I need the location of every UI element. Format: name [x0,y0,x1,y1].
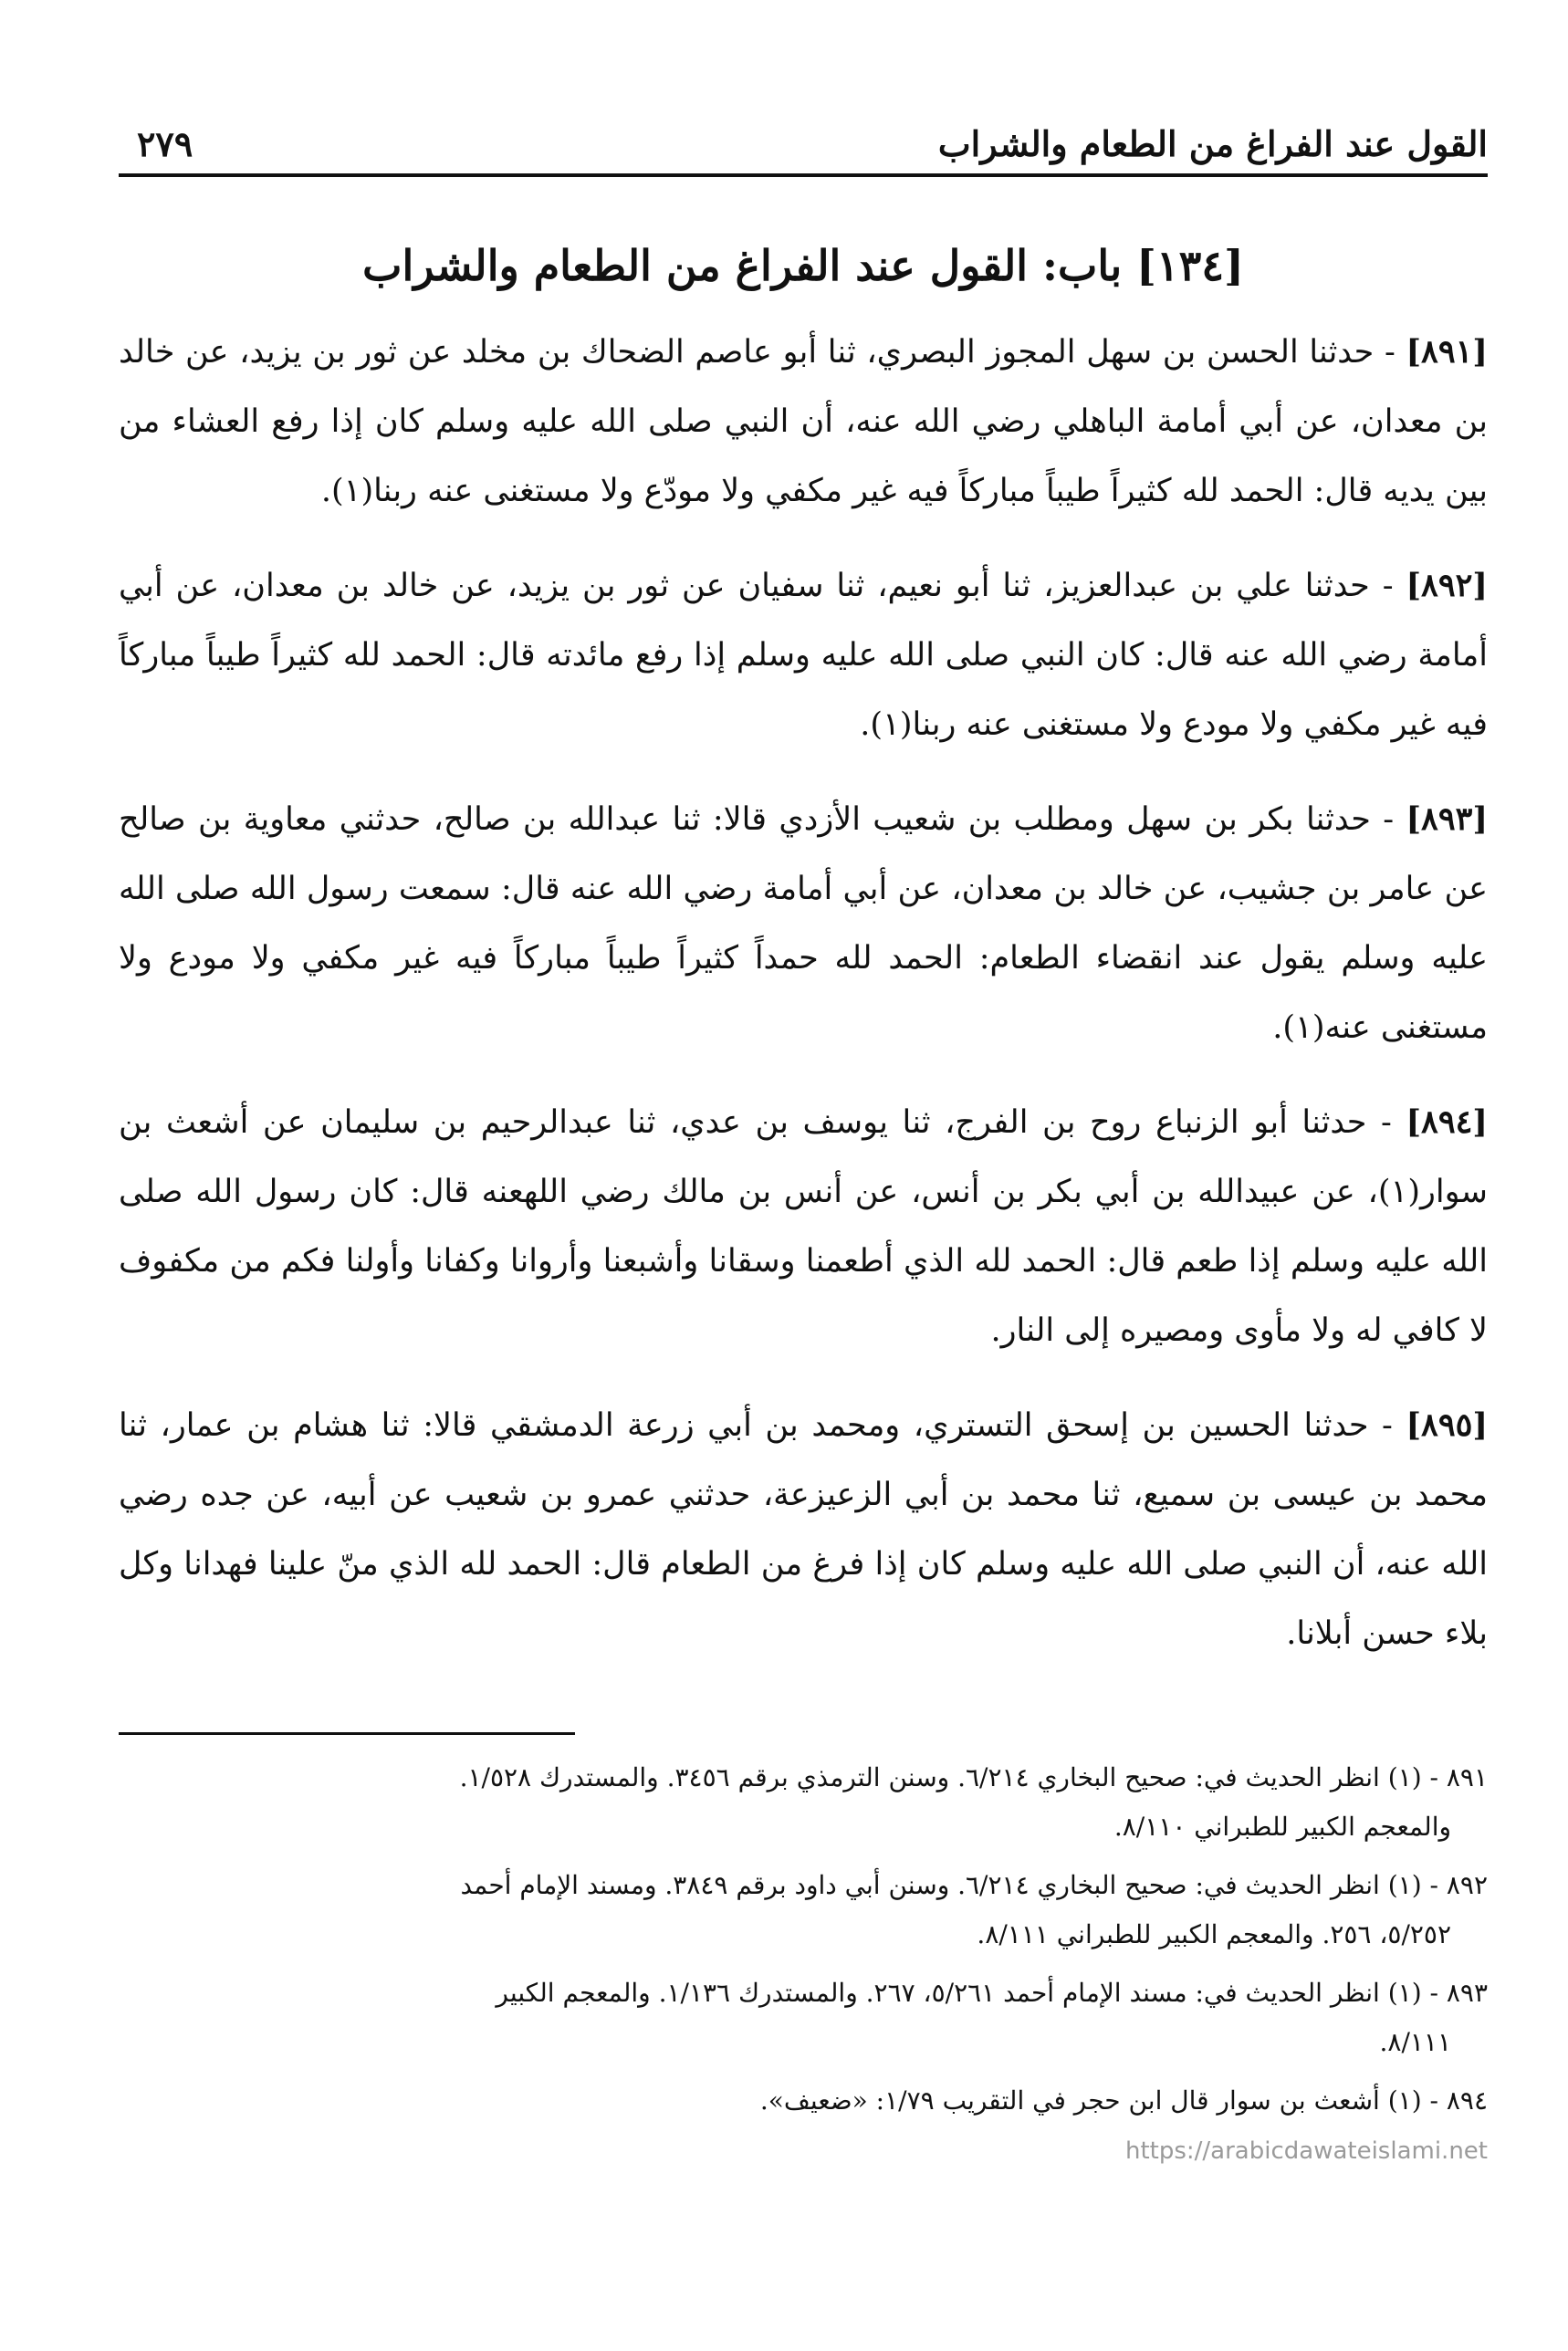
footnote-divider [119,1732,575,1735]
footnote-892 [119,1861,1488,1959]
hadith-893 [119,785,1488,1062]
hadith-text: - حدثنا الحسين بن إسحق التستري، ومحمد بن أبي زرعة الدمشقي قالا: ثنا هشام بن عمار، ثنا محمد بن عيسى بن سميع، ثنا محمد بن أبي الزعيزعة، حدثني عمرو بن شعيب عن أبيه، عن جده رضي الله عنه، أن النبي صلى الله عليه وسلم كان إذا فرغ من الطعام قال: الحمد لله الذي منّ علينا فهدانا وكل بلاء حسن أبلانا. [119,1407,1488,1652]
header-divider [119,173,1488,177]
hadith-891 [119,318,1488,526]
hadith-text: - حدثنا أبو الزنباع روح بن الفرج، ثنا يوسف بن عدي، ثنا عبدالرحيم بن سليمان عن أشعث بن سوار(١)، عن عبيدالله بن أبي بكر بن أنس، عن أنس بن مالك رضي اللهعنه قال: كان رسول الله صلى الله عليه وسلم إذا طعم قال: الحمد لله الذي أطعمنا وسقانا وأشبعنا وأروانا وكفانا وأولنا فكم من مكفوف لا كافي له ولا مأوى ومصيره إلى النار. [119,1104,1489,1349]
book-page [119,100,1488,2185]
hadith-number: [٨٩٤] [1406,1103,1488,1141]
chapter-title: [١٣٤] باب: القول عند الفراغ من الطعام والشراب [362,241,1244,290]
hadith-number: [٨٩٢] [1406,567,1488,604]
running-header [119,100,1488,164]
hadith-895 [119,1391,1488,1668]
hadith-number: [٨٩٣] [1406,800,1488,838]
hadith-text: - حدثنا الحسن بن سهل المجوز البصري، ثنا أبو عاصم الضحاك بن مخلد عن ثور بن يزيد، عن خالد بن معدان، عن أبي أمامة الباهلي رضي الله عنه، أن النبي صلى الله عليه وسلم كان إذا رفع العشاء من بين يديه قال: الحمد لله كثيراً طيباً مباركاً فيه غير مكفي ولا مودّع ولا مستغنى عنه ربنا(١). [119,334,1488,509]
footnote-894 [119,2076,1488,2176]
hadith-text: - حدثنا بكر بن سهل ومطلب بن شعيب الأزدي قالا: ثنا عبدالله بن صالح، حدثني معاوية بن صالح عن عامر بن جشيب، عن خالد بن معدان، عن أبي أمامة رضي الله عنه قال: سمعت رسول الله صلى الله عليه وسلم يقول عند انقضاء الطعام: الحمد لله حمداً كثيراً طيباً مباركاً فيه غير مكفي ولا مودع ولا مستغنى عنه(١). [119,801,1488,1046]
footnote-line: ٨٩٢ - (١) انظر الحديث في: صحيح البخاري ٦/٢١٤. وسنن أبي داود برقم ٣٨٤٩. ومسند الإمام أحمد [460,1870,1488,1900]
hadith-number: [٨٩١] [1406,333,1488,371]
hadith-text: - حدثنا علي بن عبدالعزيز، ثنا أبو نعيم، ثنا سفيان عن ثور بن يزيد، عن خالد بن معدان، عن أبي أمامة رضي الله عنه قال: كان النبي صلى الله عليه وسلم إذا رفع مائدته قال: الحمد لله كثيراً طيباً مباركاً فيه غير مكفي ولا مودع ولا مستغنى عنه ربنا(١). [119,568,1488,743]
footnote-line: ٨٩٤ - (١) أشعث بن سوار قال ابن حجر في التقريب ١/٧٩: «ضعيف». [759,2085,1488,2116]
running-header-title: القول عند الفراغ من الطعام والشراب [937,123,1488,164]
hadith-number: [٨٩٥] [1406,1406,1488,1444]
footnote-line: ٨/١١١. [1379,2027,1451,2057]
hadith-894 [119,1088,1488,1365]
footnote-line: ٨٩١ - (١) انظر الحديث في: صحيح البخاري ٦/٢١٤. وسنن الترمذي برقم ٣٤٥٦. والمستدرك ١/٥٢٨. [459,1762,1488,1792]
footnote-893 [119,1969,1488,2067]
page-number: ٢٧٩ [137,123,193,164]
hadith-892 [119,551,1488,759]
footnote-line: ٥/٢٥٢، ٢٥٦. والمعجم الكبير للطبراني ٨/١١١. [977,1919,1451,1949]
footnote-line: والمعجم الكبير للطبراني ٨/١١٠. [1113,1812,1451,1842]
footnote-891 [119,1753,1488,1852]
footnote-line: ٨٩٣ - (١) انظر الحديث في: مسند الإمام أحمد ٥/٢٦١، ٢٦٧. والمستدرك ١/١٣٦. والمعجم الكبير [496,1978,1488,2008]
watermark-url[interactable]: https://arabicdawateislami.net [1124,2137,1488,2165]
